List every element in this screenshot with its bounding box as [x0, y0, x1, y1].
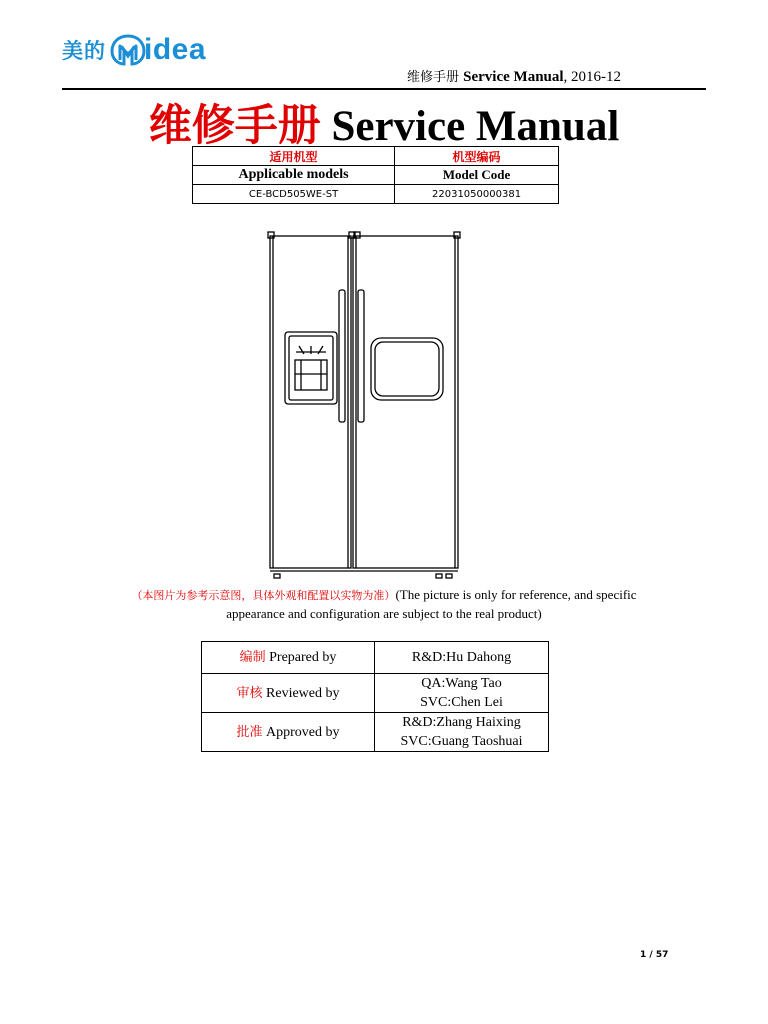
table-row — [193, 166, 559, 185]
approved-value — [375, 713, 549, 752]
caption-english-1: (The picture is only for reference, and specific — [395, 587, 637, 602]
approved-label-en: Approved by — [262, 724, 340, 740]
midea-m-icon — [110, 34, 146, 66]
page-number: 1 / 57 — [640, 950, 669, 960]
model-code-cell: 22031050000381 — [395, 185, 559, 204]
refrigerator-illustration — [266, 230, 466, 587]
reviewed-label — [202, 674, 375, 713]
approved-name-2: SVC:Guang Taoshuai — [400, 734, 523, 749]
logo-chinese-text: 美的 — [62, 39, 106, 63]
header-divider — [62, 88, 706, 90]
model-name-cell: CE-BCD505WE-ST — [193, 185, 395, 204]
table-row — [193, 185, 559, 204]
prepared-label-cn: 编制 — [239, 650, 266, 665]
table-row — [202, 642, 549, 674]
reviewed-value — [375, 674, 549, 713]
approved-label-cn: 批准 — [236, 724, 263, 740]
prepared-name: R&D:Hu Dahong — [411, 650, 512, 665]
prepared-value — [375, 642, 549, 674]
table-row — [193, 147, 559, 166]
reviewed-label-en: Reviewed by — [262, 685, 340, 701]
header-cn: 维修手册 — [407, 70, 464, 85]
header-cell: Applicable models — [193, 166, 395, 185]
prepared-label — [202, 642, 375, 674]
reviewed-label-cn: 审核 — [236, 685, 263, 701]
title-chinese: 维修手册 — [148, 101, 321, 151]
table-row — [202, 674, 549, 713]
table-row — [202, 713, 549, 752]
header-cell: 适用机型 — [193, 147, 395, 166]
model-table — [192, 146, 559, 204]
prepared-label-en: Prepared by — [265, 650, 337, 665]
header-date: , 2016-12 — [563, 69, 622, 85]
approved-label — [202, 713, 375, 752]
caption-chinese: （本图片为参考示意图，具体外观和配置以实物为准） — [131, 589, 396, 602]
approved-name-1: R&D:Zhang Haixing — [402, 715, 521, 730]
header-cell: Model Code — [395, 166, 559, 185]
approval-table — [201, 641, 549, 752]
reviewed-name-2: SVC:Chen Lei — [420, 695, 503, 710]
logo-english-text: idea — [144, 33, 207, 66]
image-caption — [60, 586, 708, 623]
header-cell: 机型编码 — [395, 147, 559, 166]
midea-logo — [62, 30, 206, 70]
caption-line-1 — [60, 586, 708, 605]
reviewed-name-1: QA:Wang Tao — [421, 676, 502, 691]
document-header — [407, 66, 621, 86]
header-title: Service Manual — [463, 69, 564, 85]
page-title — [0, 92, 768, 153]
caption-english-2: appearance and configuration are subject to the real product) — [226, 606, 542, 621]
title-english: Service Manual — [331, 103, 620, 150]
